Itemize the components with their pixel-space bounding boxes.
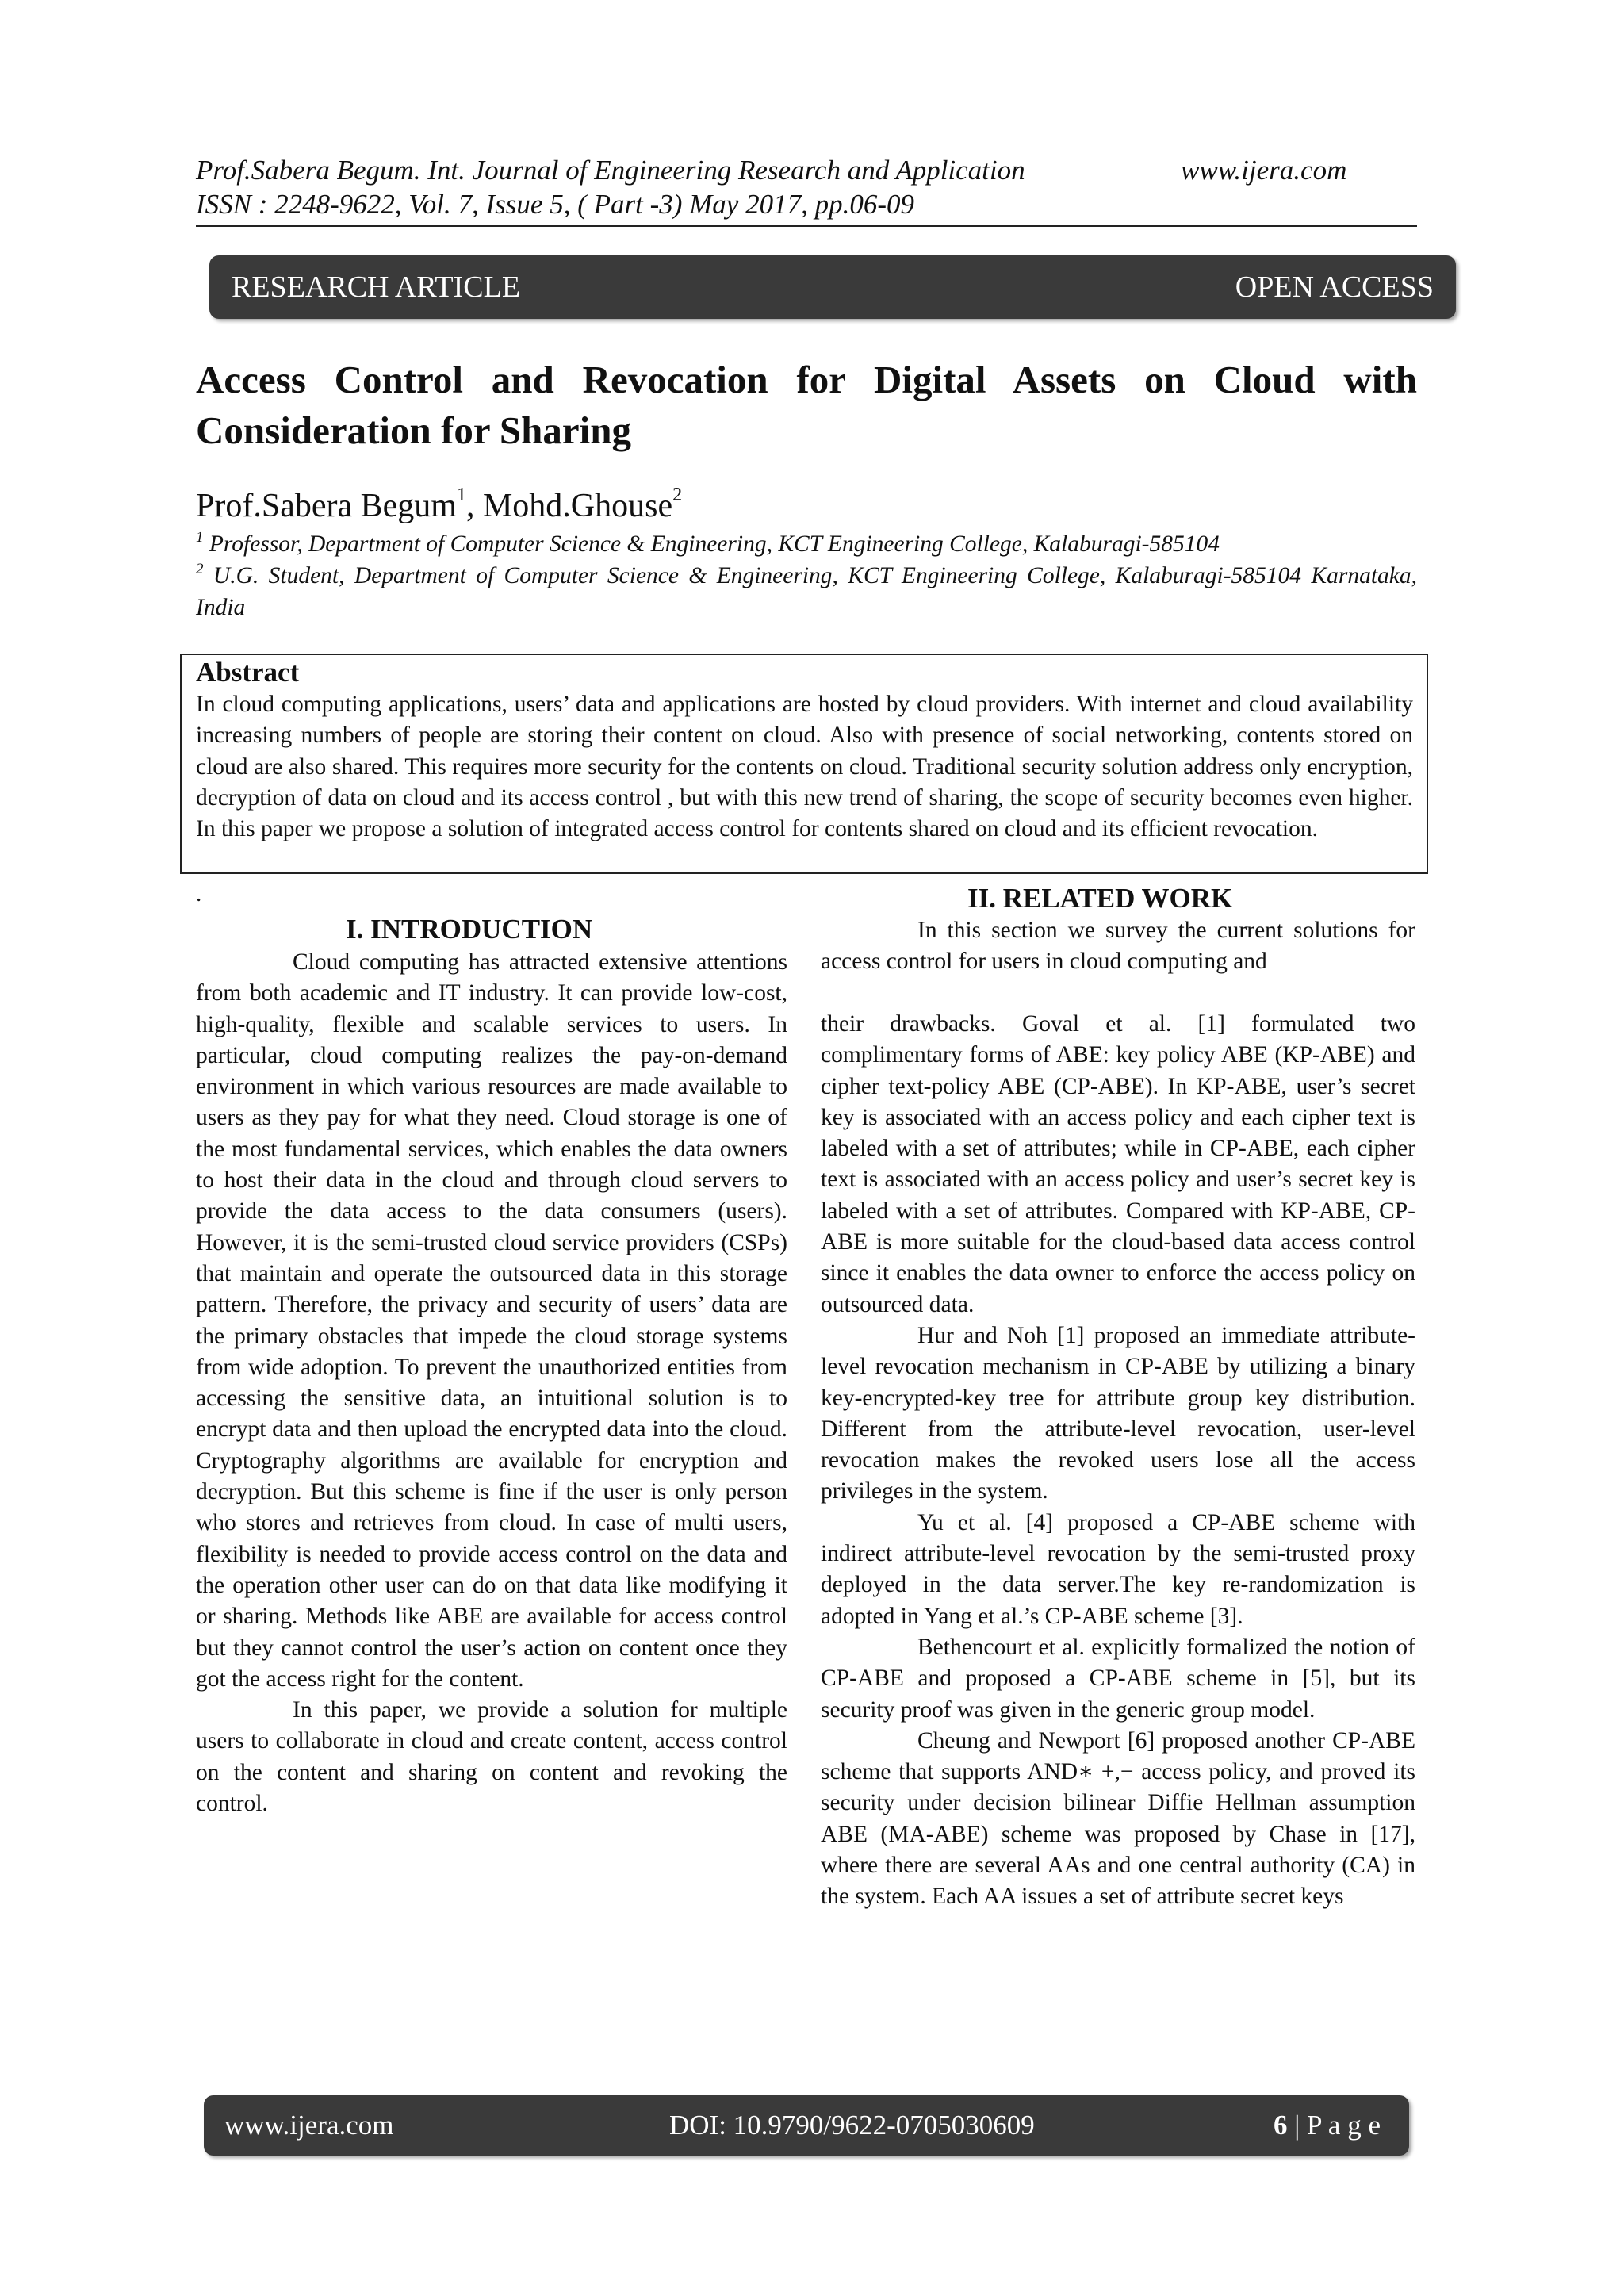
related-work-paragraph-3: Hur and Noh [1] proposed an immediate attribute-level revocation mechanism in CP-ABE by utilizing a binary key-encrypted-key tree for attribute group key distribution. Different from the attribute-level revocation, user-level revocation makes the revoked users lose all the access privileges in the system. xyxy=(821,1322,1415,1504)
footer-bar xyxy=(204,2095,1409,2156)
header-issn: ISSN : 2248-9622, Vol. 7, Issue 5, ( Part -3) May 2017, pp.06-09 xyxy=(196,189,915,220)
affiliation-1-number: 1 xyxy=(196,529,204,546)
affiliation-1-text: Professor, Department of Computer Science & Engineering, KCT Engineering College, Kalaburagi-585104 xyxy=(209,531,1220,557)
header-citation: Prof.Sabera Begum. Int. Journal of Engineering Research and Application xyxy=(196,155,1025,186)
stray-marker: . xyxy=(196,881,202,907)
author-1: Prof.Sabera Begum xyxy=(196,488,457,524)
section-heading-introduction: I. INTRODUCTION xyxy=(346,914,593,945)
affiliation-1 xyxy=(196,528,1417,560)
footer-page-label xyxy=(1274,2095,1381,2156)
article-type-banner xyxy=(209,255,1456,319)
related-work-paragraph-4: Yu et al. [4] proposed a CP-ABE scheme with indirect attribute-level revocation by the semi-trusted proxy deployed in the data server.The key re-randomization is adopted in Yang et al.’s CP-ABE scheme [3]. xyxy=(821,1509,1415,1629)
related-work-paragraph-6: Cheung and Newport [6] proposed another CP-ABE scheme that supports AND∗ +,− access policy, and proved its security under decision bilinear Diffie Hellman assumption ABE (MA-ABE) scheme was proposed by Chase in [17], where there are several AAs and one central authority (CA) in the system. Each AA issues a set of attribute secret keys xyxy=(821,1727,1415,1910)
related-work-paragraph-2: their drawbacks. Goval et al. [1] formulated two complimentary forms of ABE: key policy ABE (KP-ABE) and cipher text-policy ABE (CP-ABE). In KP-ABE, user’s secret key is associated with an access policy and each cipher text is labeled with a set of attributes; while in CP-ABE, each cipher text is associated with an access policy and user’s secret key is labeled with a set of attributes. Compared with KP-ABE, CP-ABE is more suitable for the cloud-based data access control since it enables the data owner to enforce the access policy on outsourced data. xyxy=(821,1011,1415,1317)
author-2-affiliation-mark: 2 xyxy=(672,485,683,505)
section-heading-related-work: II. RELATED WORK xyxy=(967,883,1233,914)
affiliation-2 xyxy=(196,560,1417,623)
affiliation-2-text: U.G. Student, Department of Computer Science & Engineering, KCT Engineering College, Kalaburagi-585104 Karnataka, India xyxy=(196,563,1417,620)
research-article-label: RESEARCH ARTICLE xyxy=(232,270,521,304)
footer-page-number: 6 xyxy=(1274,2110,1288,2141)
related-work-paragraph-1: In this section we survey the current solutions for access control for users in cloud computing and xyxy=(821,918,1415,975)
introduction-paragraph-2: In this paper, we provide a solution for multiple users to collaborate in cloud and create content, access control on the content and sharing on content and revoking the control. xyxy=(196,1697,787,1817)
paper-title: Access Control and Revocation for Digital Assets on Cloud with Consideration for Sharing xyxy=(196,358,1417,452)
introduction-body xyxy=(196,947,787,1819)
related-work-body xyxy=(821,1009,1415,1913)
footer-website[interactable]: www.ijera.com xyxy=(224,2110,394,2141)
author-list xyxy=(196,485,682,527)
author-2: Mohd.Ghouse xyxy=(482,488,673,524)
author-separator: , xyxy=(465,488,483,524)
related-work-intro xyxy=(821,915,1415,978)
header-website[interactable]: www.ijera.com xyxy=(1181,155,1347,186)
author-1-affiliation-mark: 1 xyxy=(456,485,466,505)
related-work-paragraph-5: Bethencourt et al. explicitly formalized the notion of CP-ABE and proposed a CP-ABE scheme in [5], but its security proof was given in the generic group model. xyxy=(821,1634,1415,1723)
affiliation-2-number: 2 xyxy=(196,561,204,577)
header-rule xyxy=(196,225,1417,227)
open-access-label: OPEN ACCESS xyxy=(1235,270,1434,304)
introduction-paragraph-1: Cloud computing has attracted extensive attentions from both academic and IT industry. It can provide low-cost, high-quality, flexible and scalable services to users. In particular, cloud computing realizes the pay-on-demand environment in which various resources are made available to users as they pay for what they need. Cloud storage is one of the most fundamental services, which enables the data owners to host their data in the cloud and through cloud servers to provide the data access to the data consumers (users). However, it is the semi-trusted cloud service providers (CSPs) that maintain and operate the outsourced data in this storage pattern. Therefore, the privacy and security of users’ data are the primary obstacles that impede the cloud storage systems from wide adoption. To prevent the unauthorized entities from accessing the sensitive data, an intuitional solution is to encrypt data and then upload the encrypted data into the cloud. Cryptography algorithms are available for encryption and decryption. But this scheme is fine if the user is only person who stores and retrieves from cloud. In case of multi users, flexibility is needed to provide access control on the data and the operation other user can do on that data like modifying it or sharing. Methods like ABE are available for access control but they cannot control the user’s action on content once they got the access right for the content. xyxy=(196,949,787,1692)
abstract-heading: Abstract xyxy=(196,657,300,688)
abstract-text: In cloud computing applications, users’ data and applications are hosted by cloud providers. With internet and cloud availability increasing numbers of people are storing their content on cloud. Also with presence of social networking, contents stored on cloud are also shared. This requires more security for the contents on cloud. Traditional security solution address only encryption, decryption of data on cloud and its access control , but with this new trend of sharing, the scope of security becomes even higher. In this paper we propose a solution of integrated access control for contents shared on cloud and its efficient revocation. xyxy=(196,692,1413,842)
footer-doi[interactable]: DOI: 10.9790/9622-0705030609 xyxy=(669,2110,1035,2141)
footer-page-suffix: | P a g e xyxy=(1287,2110,1381,2141)
